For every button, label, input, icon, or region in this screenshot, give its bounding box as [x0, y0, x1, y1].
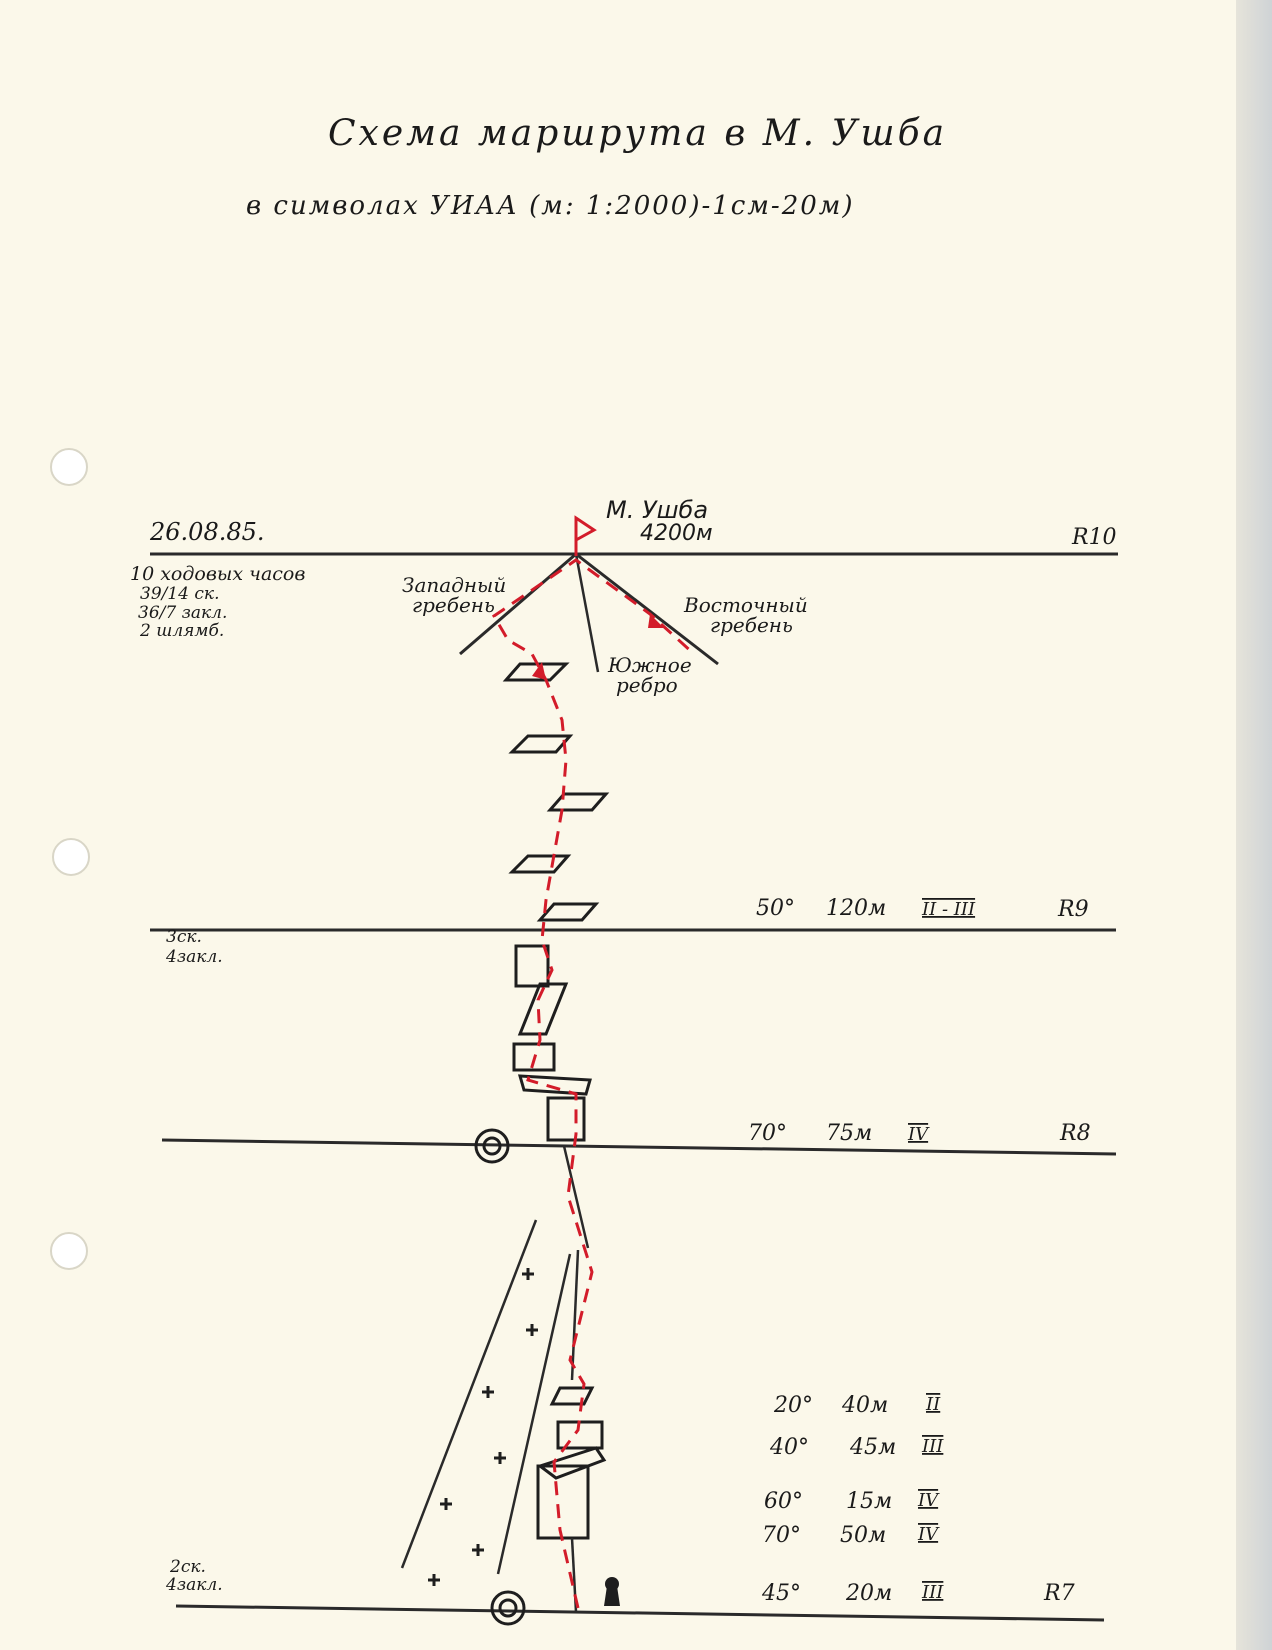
wall-symbol	[548, 1098, 584, 1140]
level-label-r10: R10	[1072, 525, 1117, 550]
pitch-5-angle: 45°	[762, 1581, 801, 1606]
pitch-5-grade: III	[922, 1582, 944, 1603]
slab-symbol	[512, 856, 568, 872]
rib-line	[572, 1250, 578, 1380]
west-ridge-label: Западный	[402, 573, 507, 597]
bivouac-icon	[492, 1592, 524, 1624]
summary-nuts: 36/7 закл.	[138, 603, 228, 623]
r9-grade: II - III	[922, 899, 976, 920]
summary-hours: 10 ходовых часов	[130, 563, 306, 585]
pitch-4-length: 50м	[840, 1523, 887, 1548]
diagram-title: Схема маршрута в М. Ушба	[328, 113, 948, 154]
level-label-r7: R7	[1044, 1581, 1075, 1606]
slab-symbol	[512, 736, 570, 752]
level-line-r8	[162, 1140, 1116, 1154]
summit-height: 4200м	[640, 521, 713, 546]
east-ridge-label: Восточный	[684, 593, 808, 617]
ascent-date: 26.08.85.	[150, 518, 265, 546]
pitch-1-grade: II	[926, 1394, 941, 1415]
r8-grade: IV	[908, 1124, 929, 1145]
rib-line	[564, 1146, 588, 1248]
pitch-2-angle: 40°	[770, 1435, 809, 1460]
diagram-subtitle: в символах УИАА (м: 1:2000)-1см-20м)	[246, 191, 855, 221]
pitch-4-grade: IV	[918, 1524, 939, 1545]
pitch-5-length: 20м	[846, 1581, 893, 1606]
slab-symbol	[550, 794, 606, 810]
pitch-2-length: 45м	[850, 1435, 897, 1460]
couloir-edge-right	[498, 1254, 570, 1574]
level-label-r8: R8	[1060, 1121, 1091, 1146]
pitch-1-angle: 20°	[774, 1393, 813, 1418]
r9-note-nuts: 4закл.	[166, 947, 223, 967]
overhang-symbol	[540, 1448, 604, 1478]
r8-angle: 70°	[748, 1121, 787, 1146]
r9-length: 120м	[826, 896, 887, 921]
pitch-3-length: 15м	[846, 1489, 893, 1514]
couloir-edge-left	[402, 1220, 536, 1568]
route-path	[494, 560, 694, 1608]
south-rib-label-2: ребро	[616, 673, 678, 697]
slab-symbol	[520, 1076, 590, 1094]
snow-plus-icon	[428, 1268, 538, 1586]
summary-bolts: 2 шлямб.	[140, 621, 225, 641]
summary-rock: 39/14 ск.	[140, 584, 220, 604]
r9-angle: 50°	[756, 896, 795, 921]
pitch-2-grade: III	[922, 1436, 944, 1457]
r9-note-rock: 3ск.	[166, 927, 202, 947]
south-rib-line	[576, 554, 598, 672]
pitch-1-length: 40м	[842, 1393, 889, 1418]
r8-length: 75м	[826, 1121, 873, 1146]
wall-symbol	[516, 946, 548, 986]
pitch-4-angle: 70°	[762, 1523, 801, 1548]
pitch-3-angle: 60°	[764, 1489, 803, 1514]
east-ridge-label-2: гребень	[710, 613, 793, 637]
level-label-r9: R9	[1058, 897, 1089, 922]
slab-symbol	[540, 904, 596, 920]
west-ridge-label-2: гребень	[412, 593, 495, 617]
r7-note-rock: 2ск.	[170, 1557, 206, 1577]
keyhole-icon	[604, 1577, 620, 1606]
slab-symbol	[552, 1388, 592, 1404]
r7-note-nuts: 4закл.	[166, 1575, 223, 1595]
summit-flag-icon	[576, 518, 594, 556]
summit-name: М. Ушба	[606, 496, 709, 524]
level-line-r7	[176, 1606, 1104, 1620]
pitch-3-grade: IV	[918, 1490, 939, 1511]
south-rib-label: Южное	[608, 653, 692, 677]
